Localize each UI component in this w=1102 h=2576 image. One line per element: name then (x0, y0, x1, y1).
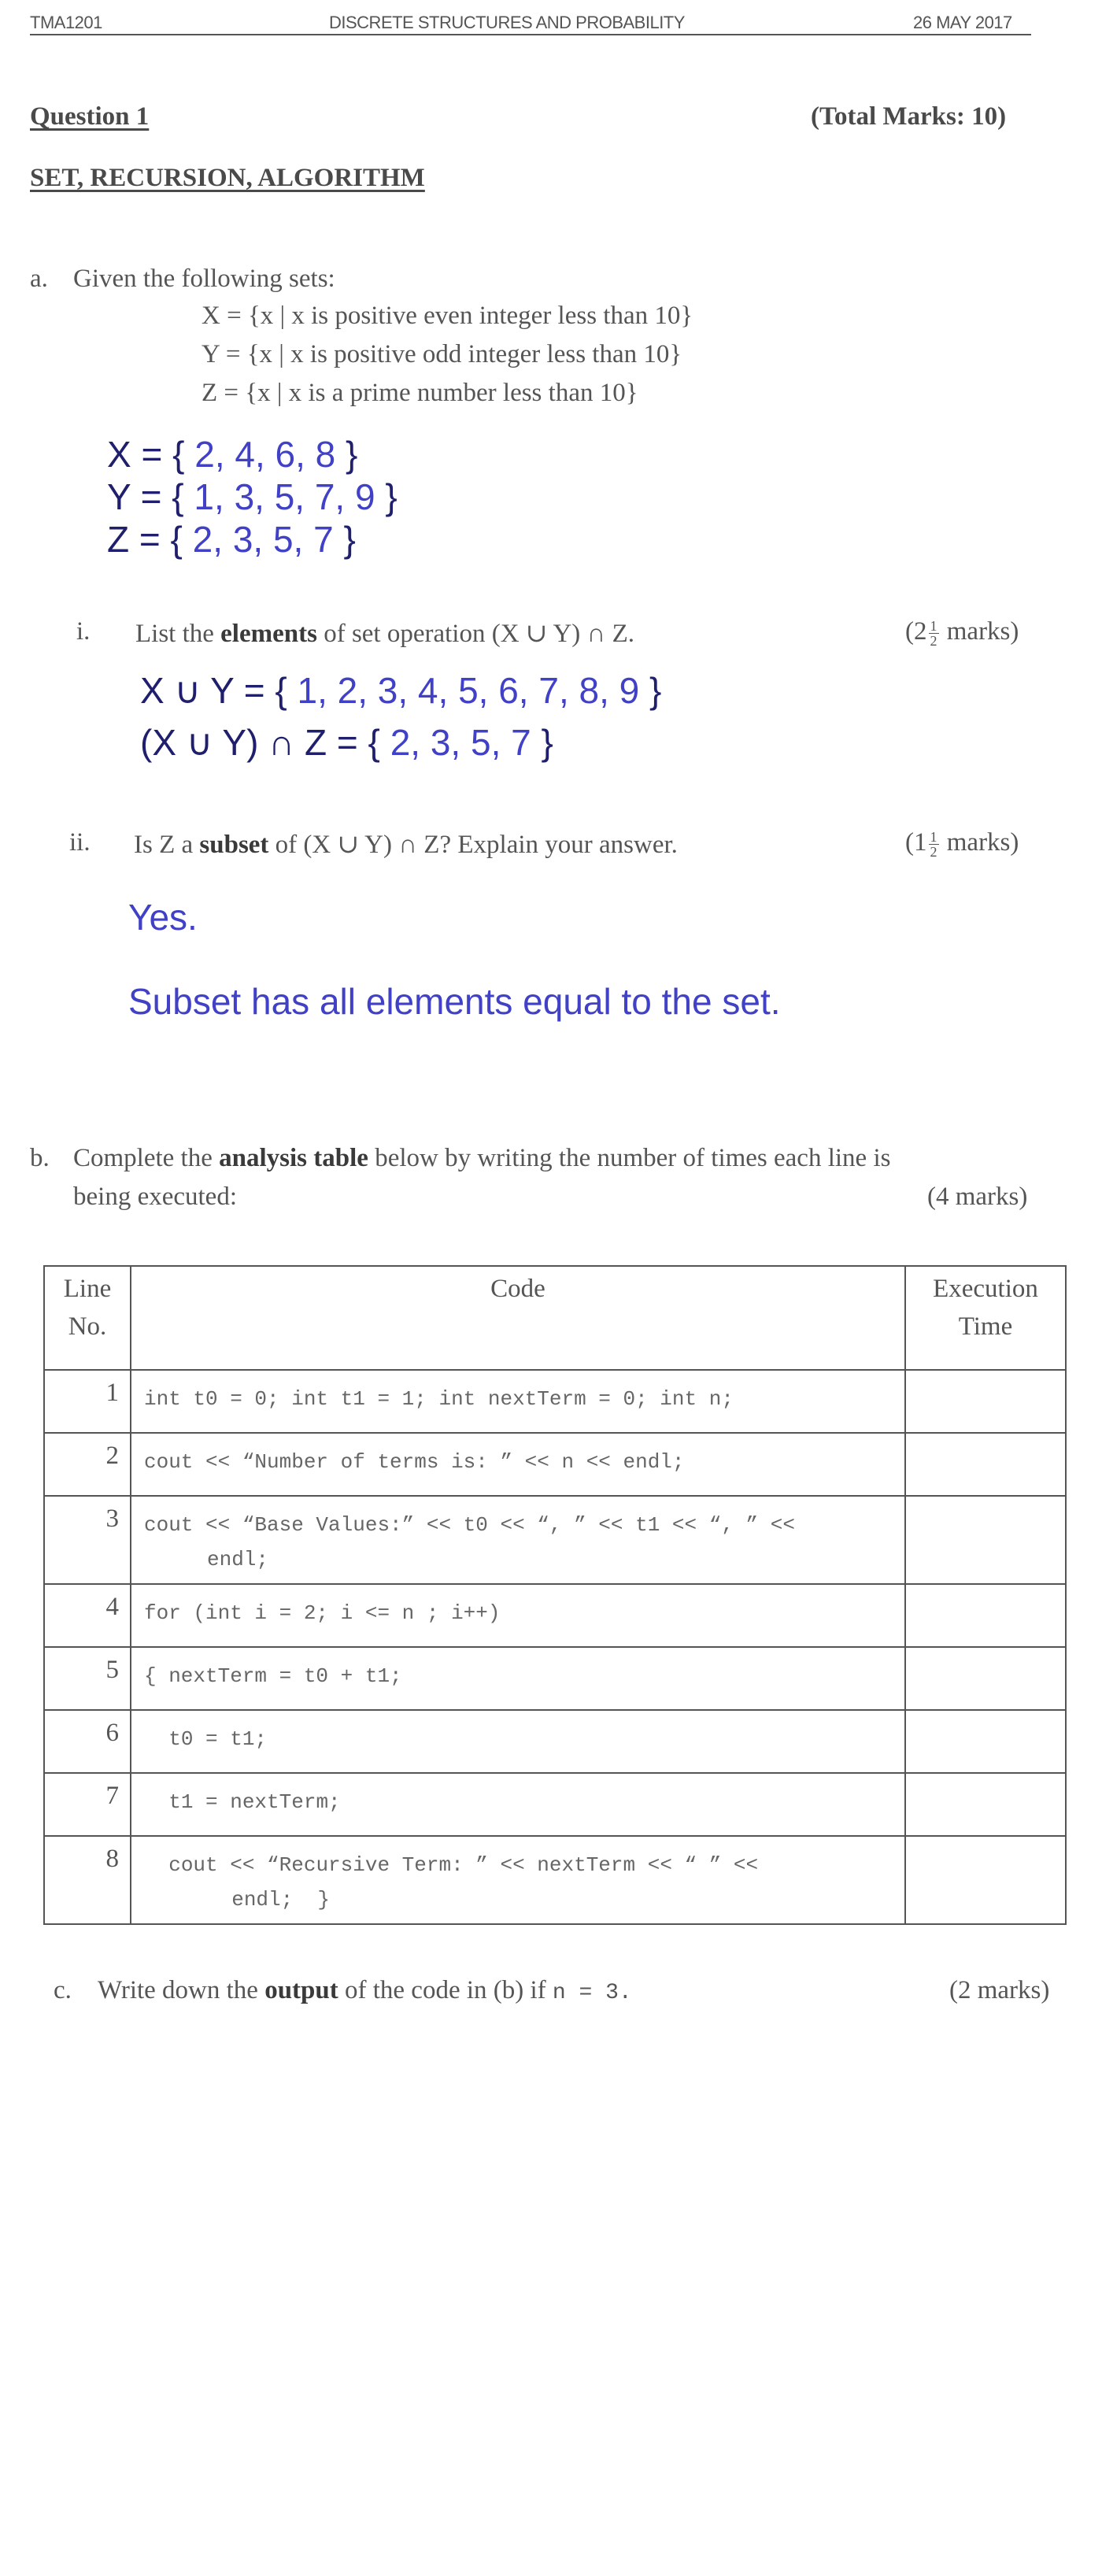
table-row (44, 1647, 1066, 1710)
set-definition-y: Y = {x | x is positive odd integer less than 10} (202, 340, 682, 368)
table-row (44, 1496, 1066, 1584)
part-b-prompt-pre: Complete the (73, 1144, 220, 1172)
part-c-prompt-pre: Write down the (98, 1976, 265, 2004)
part-b-label: b. (30, 1144, 50, 1172)
sub-i-prompt-post: of set operation (X ∪ Y) ∩ Z. (316, 620, 635, 648)
line-number: 5 (44, 1647, 131, 1710)
marks-whole: (2 (905, 617, 927, 646)
table-row (44, 1370, 1066, 1433)
sub-i-label: i. (76, 617, 91, 646)
course-code: TMA1201 (30, 13, 102, 32)
answer-union-lhs: X ∪ Y = { (140, 670, 287, 711)
header-divider (30, 34, 1031, 35)
fraction-half (929, 830, 939, 859)
answer-set-x-values: 2, 4, 6, 8 (194, 434, 336, 475)
code-cell: for (int i = 2; i <= n ; i++) (131, 1584, 905, 1647)
sub-ii-prompt-pre: Is Z a (134, 831, 200, 859)
answer-set-z-values: 2, 3, 5, 7 (192, 519, 334, 560)
code-line-continued: endl; } (207, 1888, 331, 1912)
answer-intersection-values: 2, 3, 5, 7 (390, 722, 531, 763)
answer-set-x-name: X = { (107, 434, 185, 475)
fraction-numerator: 1 (930, 828, 937, 845)
header-line-no-2: No. (68, 1312, 107, 1341)
execution-time-cell[interactable] (905, 1433, 1066, 1496)
fraction-numerator: 1 (930, 617, 937, 634)
answer-set-z (107, 518, 356, 561)
header-exec-2: Time (958, 1312, 1013, 1341)
execution-time-cell[interactable] (905, 1496, 1066, 1584)
set-definition-z: Z = {x | x is a prime number less than 10} (202, 379, 638, 407)
sub-i-marks (905, 617, 1019, 648)
sub-ii-label: ii. (69, 828, 91, 857)
part-c-prompt (98, 1976, 632, 2005)
marks-suffix: marks) (940, 828, 1019, 857)
part-c-prompt-bold: output (264, 1976, 338, 2004)
answer-set-z-close: } (343, 519, 356, 560)
code-cell: int t0 = 0; int t1 = 1; int nextTerm = 0; int n; (131, 1370, 905, 1433)
header-line-no-1: Line (63, 1275, 112, 1303)
header-exec-1: Execution (933, 1275, 1038, 1303)
table-row (44, 1773, 1066, 1836)
code-line: cout << “Recursive Term: ” << nextTerm << “ ” << (144, 1853, 759, 1877)
table-row (44, 1433, 1066, 1496)
part-c-marks: (2 marks) (949, 1976, 1050, 2004)
part-b-marks: (4 marks) (927, 1183, 1028, 1211)
execution-time-cell[interactable] (905, 1836, 1066, 1924)
answer-set-y (107, 476, 398, 518)
code-cell (131, 1496, 905, 1584)
code-cell: cout << “Number of terms is: ” << n << endl; (131, 1433, 905, 1496)
execution-time-cell[interactable] (905, 1647, 1066, 1710)
part-a-prompt: Given the following sets: (73, 265, 335, 293)
table-row (44, 1710, 1066, 1773)
header-execution-time (905, 1266, 1066, 1370)
answer-explanation: Subset has all elements equal to the set. (128, 981, 781, 1022)
sub-i-prompt-bold: elements (220, 620, 317, 648)
answer-set-x (107, 433, 357, 476)
sub-i-prompt-pre: List the (135, 620, 221, 648)
answer-intersection-close: } (541, 722, 553, 763)
answer-union-values: 1, 2, 3, 4, 5, 6, 7, 8, 9 (297, 670, 640, 711)
answer-intersection-lhs: (X ∪ Y) ∩ Z = { (140, 722, 380, 763)
part-b-prompt (73, 1144, 890, 1173)
question-title: Question 1 (30, 102, 150, 131)
answer-set-y-values: 1, 3, 5, 7, 9 (194, 476, 375, 517)
sub-i-prompt (135, 617, 634, 649)
code-line-continued: endl; (207, 1548, 269, 1571)
code-line: cout << “Base Values:” << t0 << “, ” << t1 << “, ” << (144, 1513, 795, 1537)
line-number: 7 (44, 1773, 131, 1836)
total-marks: (Total Marks: 10) (811, 102, 1007, 131)
fraction-denominator: 2 (930, 843, 937, 860)
set-definition-x: X = {x | x is positive even integer less than 10} (202, 302, 693, 330)
table-row (44, 1584, 1066, 1647)
code-cell: { nextTerm = t0 + t1; (131, 1647, 905, 1710)
sub-ii-prompt (134, 828, 678, 860)
execution-time-cell[interactable] (905, 1584, 1066, 1647)
part-c-prompt-post: of the code in (b) if (338, 1976, 553, 2004)
answer-yes: Yes. (128, 897, 198, 938)
execution-time-cell[interactable] (905, 1773, 1066, 1836)
line-number: 2 (44, 1433, 131, 1496)
answer-union (140, 669, 661, 712)
sub-ii-prompt-bold: subset (199, 831, 269, 859)
part-c-prompt-code: n = 3. (552, 1981, 632, 2005)
fraction-half (929, 619, 939, 648)
course-name: DISCRETE STRUCTURES AND PROBABILITY (329, 13, 685, 32)
sub-ii-prompt-post: of (X ∪ Y) ∩ Z? Explain your answer. (268, 831, 678, 859)
marks-whole: (1 (905, 828, 927, 857)
sub-ii-marks (905, 828, 1019, 859)
answer-set-y-close: } (385, 476, 398, 517)
part-b-prompt-post: below by writing the number of times each line is (368, 1144, 891, 1172)
part-b-prompt-line2: being executed: (73, 1183, 237, 1211)
answer-union-close: } (649, 670, 662, 711)
line-number: 8 (44, 1836, 131, 1924)
exam-date: 26 MAY 2017 (913, 13, 1012, 32)
line-number: 6 (44, 1710, 131, 1773)
marks-suffix: marks) (940, 617, 1019, 646)
line-number: 3 (44, 1496, 131, 1584)
answer-set-x-close: } (346, 434, 358, 475)
table-header-row (44, 1266, 1066, 1370)
analysis-table (43, 1265, 1067, 1925)
part-b-prompt-bold: analysis table (219, 1144, 368, 1172)
part-a-label: a. (30, 265, 48, 293)
answer-set-y-name: Y = { (107, 476, 184, 517)
answer-set-z-name: Z = { (107, 519, 183, 560)
fraction-denominator: 2 (930, 632, 937, 649)
code-cell (131, 1836, 905, 1924)
question-topic: SET, RECURSION, ALGORITHM (30, 164, 425, 192)
answer-intersection (140, 721, 553, 764)
code-cell: t0 = t1; (131, 1710, 905, 1773)
execution-time-cell[interactable] (905, 1370, 1066, 1433)
table-row (44, 1836, 1066, 1924)
code-cell: t1 = nextTerm; (131, 1773, 905, 1836)
header-code: Code (131, 1266, 905, 1370)
line-number: 1 (44, 1370, 131, 1433)
execution-time-cell[interactable] (905, 1710, 1066, 1773)
line-number: 4 (44, 1584, 131, 1647)
part-c-label: c. (54, 1976, 72, 2004)
header-line-no (44, 1266, 131, 1370)
